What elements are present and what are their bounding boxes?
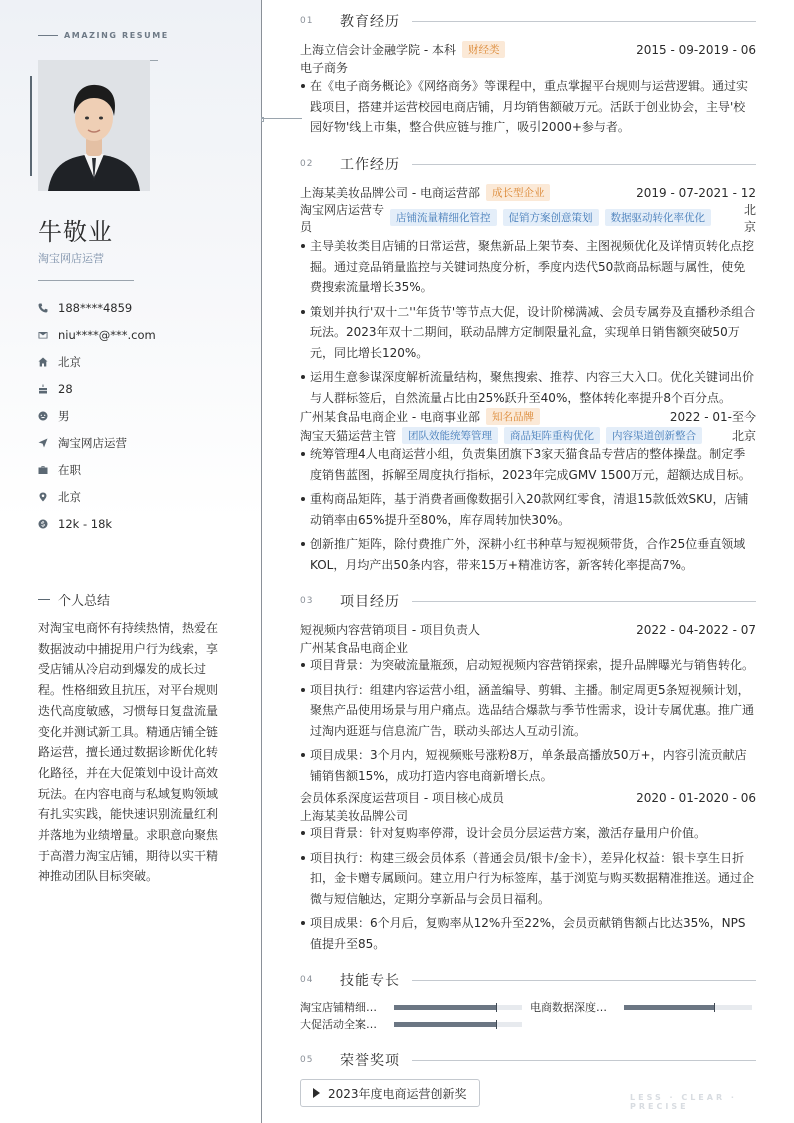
project-name: 短视频内容营销项目 - 项目负责人: [300, 623, 480, 637]
job-tags: [390, 209, 742, 226]
project-name: 会员体系深度运营项目 - 项目核心成员: [300, 791, 504, 805]
section-title: 技能专长: [340, 973, 400, 989]
contact-value: 北京: [58, 489, 81, 504]
contact-gender: [38, 402, 156, 429]
education-major: 电子商务: [300, 61, 349, 75]
bullet-item: 运用生意参谋深度解析流量结构，聚焦搜索、推荐、内容三大入口。优化关键词出价与人群标签后，自然流量占比由25%跃升至40%，整体转化率提升8个百分点。: [300, 367, 756, 408]
mail-icon: [38, 330, 58, 340]
contact-value: niu****@***.com: [58, 327, 156, 342]
skill-bar-marker: [496, 1003, 497, 1012]
skill-item: [300, 999, 522, 1015]
skill-tag: 团队效能统筹管理: [402, 427, 498, 444]
skill-tag: 内容渠道创新整合: [606, 427, 702, 444]
section-number: 02: [300, 159, 314, 169]
bullet-item: 在《电子商务概论》《网络商务》等课程中，重点掌握平台规则与运营逻辑。通过实践项目，搭建并运营校园电商店铺，月均销售额破万元。活跃于创业协会，主导'校园好物'线上市集，整合供应链与推广，吸引2000+参与者。: [300, 76, 756, 138]
contact-value: 188****4859: [58, 300, 133, 315]
skill-tag: 店铺流量精细化管控: [390, 209, 497, 226]
contact-target-role: [38, 429, 156, 456]
section-rule: [412, 164, 756, 165]
contact-salary: [38, 510, 156, 537]
education-date: 2015 - 09-2019 - 06: [636, 42, 756, 57]
job-header: [300, 184, 756, 201]
summary-title: 个人总结: [58, 594, 111, 609]
bullet-item: 项目背景：为突破流量瓶颈，启动短视频内容营销探索，提升品牌曝光与销售转化。: [300, 655, 756, 676]
job-city: 北京: [731, 429, 756, 443]
contact-city: [38, 348, 156, 375]
section-title: 荣誉奖项: [340, 1053, 400, 1069]
brand-divider: [38, 35, 58, 36]
project-header: [300, 621, 756, 638]
award-chip[interactable]: [300, 1079, 480, 1107]
section-header-awards: [300, 1050, 756, 1070]
contact-list: [38, 294, 156, 537]
skill-name: 大促活动全案…: [300, 1018, 377, 1031]
section-rule: [412, 980, 756, 981]
project-date: 2020 - 01-2020 - 06: [636, 790, 756, 805]
education-bullets: [300, 76, 756, 142]
brand-text: AMAZING RESUME: [64, 31, 169, 40]
job-date: 2022 - 01-至今: [669, 410, 756, 424]
contact-value: 28: [58, 381, 73, 396]
section-title: 工作经历: [340, 157, 400, 173]
skill-tag: 数据驱动转化率优化: [605, 209, 712, 226]
skill-tag: 促销方案创意策划: [503, 209, 599, 226]
contact-email: [38, 321, 156, 348]
job-header: [300, 408, 756, 425]
watermark: LESS · CLEAR · PRECISE: [630, 1093, 737, 1111]
section-number: 01: [300, 16, 314, 26]
job-tags: [402, 427, 732, 444]
contact-value: 男: [58, 408, 70, 423]
section-rule: [412, 21, 756, 22]
play-triangle-icon: [313, 1088, 320, 1098]
education-major-row: [300, 59, 756, 76]
photo-accent-bar: [30, 76, 32, 176]
company-badge: 知名品牌: [486, 408, 540, 425]
send-icon: [38, 438, 58, 448]
job-city: 北京: [743, 203, 756, 234]
face-icon: [38, 411, 58, 421]
skill-bar-fill: [624, 1005, 714, 1010]
contact-phone: [38, 294, 156, 321]
skill-bar: [394, 1022, 522, 1027]
skill-item: [530, 999, 752, 1015]
job-date: 2019 - 07-2021 - 12: [636, 185, 756, 200]
project-header: [300, 789, 756, 806]
project-date: 2022 - 04-2022 - 07: [636, 622, 756, 637]
bullet-item: 创新推广矩阵，除付费推广外，深耕小红书种草与短视频带货，合作25位垂直领域KOL，月均产出50条内容，带来15万+精准访客，新客转化率提高7%。: [300, 534, 756, 575]
contact-age: [38, 375, 156, 402]
sidebar-connector-node: [261, 117, 264, 122]
skill-bar-fill: [394, 1005, 496, 1010]
section-rule: [412, 1060, 756, 1061]
contact-value: 在职: [58, 462, 81, 477]
skill-name: 淘宝店铺精细…: [300, 1001, 377, 1014]
skill-bar-fill: [394, 1022, 496, 1027]
education-entry-header: [300, 41, 756, 58]
bullet-item: 项目成果：3个月内，短视频账号涨粉8万，单条最高播放50万+，内容引流贡献店铺销售额15%，成功打造内容电商新增长点。: [300, 745, 756, 786]
section-title: 教育经历: [340, 14, 400, 30]
skill-bar: [394, 1005, 522, 1010]
project-company-row: [300, 807, 756, 824]
job-company: 上海某美妆品牌公司 - 电商运营部: [300, 186, 480, 200]
bullet-item: 项目执行：组建内容运营小组，涵盖编导、剪辑、主播。制定周更5条短视频计划，聚焦产品使用场景与用户痛点。选品结合爆款与季节性需求，设计专属优惠。推广通过淘内逛逛与信息流广告，联动头部达人互动引流。: [300, 680, 756, 742]
project-company-row: [300, 639, 756, 656]
section-title: 项目经历: [340, 594, 400, 610]
project-company: 上海某美妆品牌公司: [300, 809, 409, 823]
job-position: 淘宝网店运营专员: [300, 203, 385, 234]
school-name: 上海立信会计金融学院 - 本科: [300, 43, 456, 57]
skill-tag: 商品矩阵重构优化: [504, 427, 600, 444]
contact-value: 北京: [58, 354, 81, 369]
phone-icon: [38, 303, 58, 313]
sidebar-connector-line: [262, 118, 302, 119]
money-icon: [38, 519, 58, 529]
job-position-row: [300, 427, 756, 444]
section-header-education: [300, 11, 756, 31]
candidate-role: 淘宝网店运营: [38, 252, 104, 265]
skill-bar-marker: [714, 1003, 715, 1012]
skill-name: 电商数据深度…: [530, 1001, 607, 1014]
briefcase-icon: [38, 465, 58, 475]
summary-text: 对淘宝电商怀有持续热情，热爱在数据波动中捕捉用户行为线索，享受店铺从冷启动到爆发的成长过程。性格细致且抗压，对平台规则迭代高度敏感，习惯每日复盘流量变化并测试新工具。精通店铺全链路运营，擅长通过数据诊断优化转化路径，并在大促策划中设计高效玩法。在内容电商与私域复购领域有扎实实践，能快速识别流量红利并落地为业绩增量。求职意向聚焦于高潜力淘宝店铺，期待以实干精神推动团队目标突破。: [38, 621, 219, 884]
bullet-item: 策划并执行'双十二''年货节'等节点大促，设计阶梯满减、会员专属券及直播秒杀组合玩法。2023年双十二期间，联动品牌方定制限量礼盒，实现单日销售额突破50万元，同比增长120%。: [300, 302, 756, 364]
contact-location: [38, 483, 156, 510]
school-badge: 财经类: [462, 41, 506, 58]
home-icon: [38, 357, 58, 367]
brand: [38, 31, 169, 40]
company-badge: 成长型企业: [486, 184, 551, 201]
job-position-row: [300, 202, 756, 236]
candidate-name: 牛敬业: [38, 218, 113, 246]
skill-bar-marker: [496, 1020, 497, 1029]
job-company: 广州某食品电商企业 - 电商事业部: [300, 410, 480, 424]
section-number: 05: [300, 1055, 314, 1065]
summary-heading: [38, 590, 110, 609]
section-header-projects: [300, 591, 756, 611]
contact-value: 12k - 18k: [58, 516, 113, 531]
bullet-item: 项目背景：针对复购率停滞，设计会员分层运营方案，激活存量用户价值。: [300, 823, 756, 844]
person-portrait-icon: [38, 60, 150, 191]
section-number: 04: [300, 975, 314, 985]
skill-item: [300, 1016, 522, 1032]
cake-icon: [38, 384, 58, 394]
bullet-item: 统筹管理4人电商运营小组，负责集团旗下3家天猫食品专营店的整体操盘。制定季度销售蓝图，拆解至周度执行指标，2023年完成GMV 1500万元，超额达成目标。: [300, 444, 756, 485]
project-bullets: [300, 655, 756, 790]
skill-bar: [624, 1005, 752, 1010]
project-company: 广州某食品电商企业: [300, 641, 409, 655]
section-rule: [412, 601, 756, 602]
avatar-photo: [38, 60, 150, 191]
job-position: 淘宝天猫运营主管: [300, 429, 397, 443]
bullet-item: 项目成果：6个月后，复购率从12%升至22%，会员贡献销售额占比达35%，NPS值提升至85。: [300, 913, 756, 954]
section-header-skills: [300, 970, 756, 990]
bullet-item: 主导美妆类目店铺的日常运营，聚焦新品上架节奏、主图视频优化及详情页转化点挖掘。通过竞品销量监控与关键词热度分析，季度内迭代50款商品标题与属性，使免费搜索流量增长35%。: [300, 236, 756, 298]
section-header-work: [300, 154, 756, 174]
award-name: 2023年度电商运营创新奖: [328, 1086, 467, 1101]
job-bullets: [300, 444, 756, 579]
contact-status: [38, 456, 156, 483]
section-number: 03: [300, 596, 314, 606]
name-divider: [38, 280, 134, 281]
summary-dash: [38, 599, 50, 600]
job-bullets: [300, 236, 756, 412]
project-bullets: [300, 823, 756, 958]
bullet-item: 重构商品矩阵，基于消费者画像数据引入20款网红零食，清退15款低效SKU，店铺动销率由65%提升至80%，库存周转加快30%。: [300, 489, 756, 530]
location-icon: [38, 492, 58, 502]
contact-value: 淘宝网店运营: [58, 435, 127, 450]
sidebar: [0, 0, 262, 1123]
bullet-item: 项目执行：构建三级会员体系（普通会员/银卡/金卡），差异化权益：银卡享生日折扣，金卡赠专属顾问。建立用户行为标签库，基于浏览与购买数据精准推送。通过企微与短信触达，定期分享新品与会员日福利。: [300, 848, 756, 910]
